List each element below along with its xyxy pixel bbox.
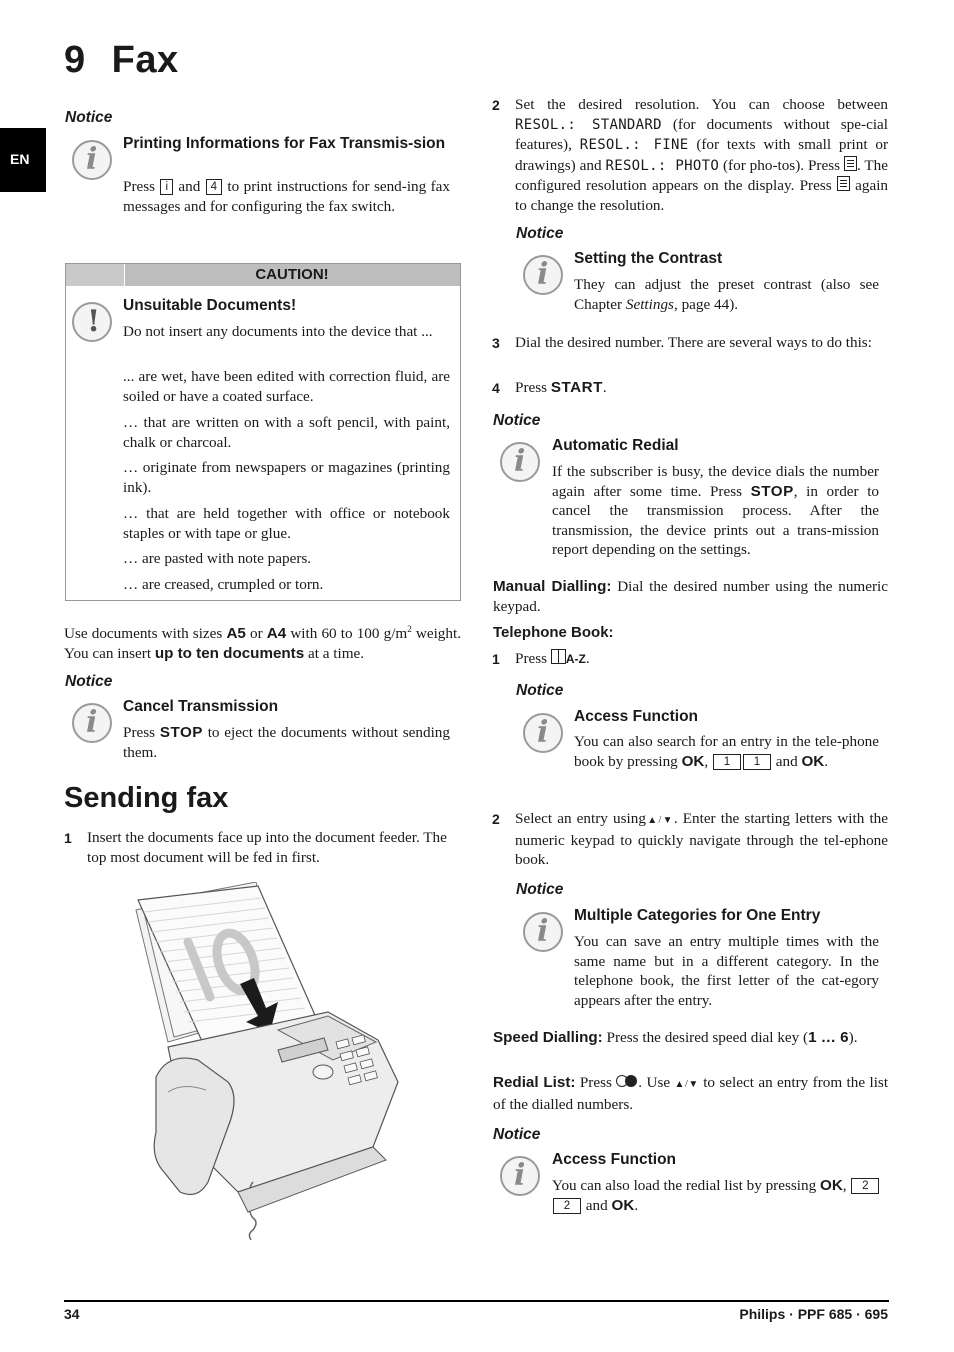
notice-text: If the subscriber is busy, the device dials the number again after some time. Press STOP, in order to cancel the transmission process. After the transmission, the device prints out a trans-mission report depending on the settings.: [552, 463, 880, 558]
caution-heading: Unsuitable Documents!: [123, 297, 297, 314]
step-text: Press A-Z.: [515, 650, 590, 667]
resolution-key-icon: [844, 156, 857, 171]
step-number: 1: [64, 830, 72, 846]
caution-item: Do not insert any documents into the device that ...: [123, 323, 433, 340]
resolution-fine: RESOL.: FINE: [579, 137, 689, 153]
text: and: [178, 178, 201, 195]
text: to print instructions for send-ing fax messages and for configuring the fax switch.: [123, 178, 450, 215]
step-number: 4: [492, 380, 500, 396]
notice-label: Notice: [493, 412, 541, 429]
resolution-photo: RESOL.: PHOTO: [605, 157, 720, 174]
up-down-arrow-icon: ▲/▼: [645, 815, 674, 826]
info-icon: [72, 140, 112, 180]
caution-item: … that are held together with office or notebook staples or with tape or glue.: [123, 505, 450, 542]
text: Press: [123, 178, 156, 195]
info-icon: [72, 703, 112, 743]
page-number: 34: [64, 1306, 80, 1322]
fax-machine-illustration: [128, 882, 408, 1242]
caution-bar: [66, 264, 460, 286]
info-icon: [500, 1156, 540, 1196]
info-icon: [500, 442, 540, 482]
redial-key-icon: [616, 1074, 638, 1088]
step-text: Dial the desired number. There are several ways to do this:: [515, 334, 872, 351]
key-1-icon: 1: [713, 754, 741, 770]
chapter-title: [64, 36, 179, 84]
notice-label: Notice: [65, 673, 113, 690]
resolution-standard: RESOL.: STANDARD: [515, 116, 662, 133]
section-title: Sending fax: [64, 782, 229, 814]
telephone-book-heading: Telephone Book:: [493, 624, 614, 641]
step-number: 1: [492, 651, 500, 667]
caution-item: ... are wet, have been edited with correction fluid, are soiled or have a coated surface.: [123, 368, 450, 405]
notice-heading: Automatic Redial: [552, 437, 679, 454]
notice-text: [123, 177, 450, 216]
key-2-icon: 2: [851, 1178, 879, 1194]
notice-text: Press STOP to eject the documents without sending them.: [123, 724, 450, 761]
key-2-icon: 2: [553, 1198, 581, 1214]
info-icon: [523, 255, 563, 295]
step-number: 2: [492, 97, 500, 113]
warning-icon: [72, 302, 112, 342]
info-icon: [523, 713, 563, 753]
step-number: 3: [492, 335, 500, 351]
caution-item: … that are written on with a soft pencil, with paint, chalk or charcoal.: [123, 414, 450, 451]
manual-dialling: Manual Dialling: Dial the desired number using the numeric keypad.: [493, 578, 888, 615]
language-tab-label: EN: [10, 151, 30, 167]
notice-text: You can save an entry multiple times with the same name but in a different category. In the telephone book, the first letter of the cat-egory appears after the entry.: [574, 933, 879, 1009]
documents-paragraph: Use documents with sizes A5 or A4 with 60 to 100 $g/m^2$ weight. You can insert up to ten documents at a time.: [64, 624, 461, 662]
key-4-icon: 4: [206, 179, 222, 195]
notice-heading: Printing Informations for Fax Transmis-sion: [123, 135, 446, 152]
up-down-arrow-icon: ▲/▼: [674, 1079, 699, 1090]
notice-label: Notice: [516, 881, 564, 898]
chapter-name: Fax: [111, 39, 179, 81]
step-text: Set the desired resolution. You can choose between RESOL.: STANDARD (for documents without spe-cial features), RESOL.: FINE (for texts with small print or drawings) and RESOL.: PHOTO (for pho-tos). Press . The configured resolution appears on the display. Press again to change the resolution.: [515, 96, 889, 214]
caution-title: CAUTION!: [255, 266, 329, 283]
step-number: 2: [492, 811, 500, 827]
info-key-icon: i: [160, 179, 173, 195]
notice-label: Notice: [65, 109, 113, 126]
step-text: Press START.: [515, 379, 607, 396]
notice-heading: Access Function: [552, 1151, 677, 1168]
caution-item: … are pasted with note papers.: [123, 550, 312, 567]
resolution-key-icon: [837, 176, 850, 191]
step-text: Insert the documents face up into the document feeder. The top most document will be fed in first.: [87, 829, 447, 866]
info-icon: [523, 912, 563, 952]
redial-list: Redial List: Press . Use ▲/▼ to select an entry from the list of the dialled numbers.: [493, 1074, 889, 1113]
notice-text: You can also load the redial list by pressing OK, 22 and OK.: [552, 1176, 882, 1215]
product-name: Philips · PPF 685 · 695: [739, 1306, 888, 1322]
notice-text: You can also search for an entry in the tele-phone book by pressing OK, 1 1 and OK.: [574, 733, 879, 770]
language-tab: [0, 128, 46, 192]
phonebook-key-icon: [551, 649, 566, 664]
footer-rule: [64, 1300, 889, 1302]
speed-dialling: Speed Dialling: Press the desired speed dial key (1 … 6).: [493, 1029, 858, 1046]
notice-heading: Cancel Transmission: [123, 698, 279, 715]
caution-item: … originate from newspapers or magazines (printing ink).: [123, 459, 450, 496]
step-text: Select an entry using▲/▼. Enter the starting letters with the numeric keypad to quickly navigate through the tel-ephone book.: [515, 810, 888, 868]
notice-label: Notice: [516, 225, 564, 242]
notice-text: They can adjust the preset contrast (also see Chapter Settings, page 44).: [574, 276, 879, 313]
chapter-number: 9: [64, 39, 86, 81]
notice-label: Notice: [516, 682, 564, 699]
notice-label: Notice: [493, 1126, 541, 1143]
notice-heading: Setting the Contrast: [574, 250, 723, 267]
notice-heading: Multiple Categories for One Entry: [574, 907, 821, 924]
caution-item: … are creased, crumpled or torn.: [123, 576, 324, 593]
notice-heading: Access Function: [574, 708, 699, 725]
key-1-icon: 1: [743, 754, 771, 770]
